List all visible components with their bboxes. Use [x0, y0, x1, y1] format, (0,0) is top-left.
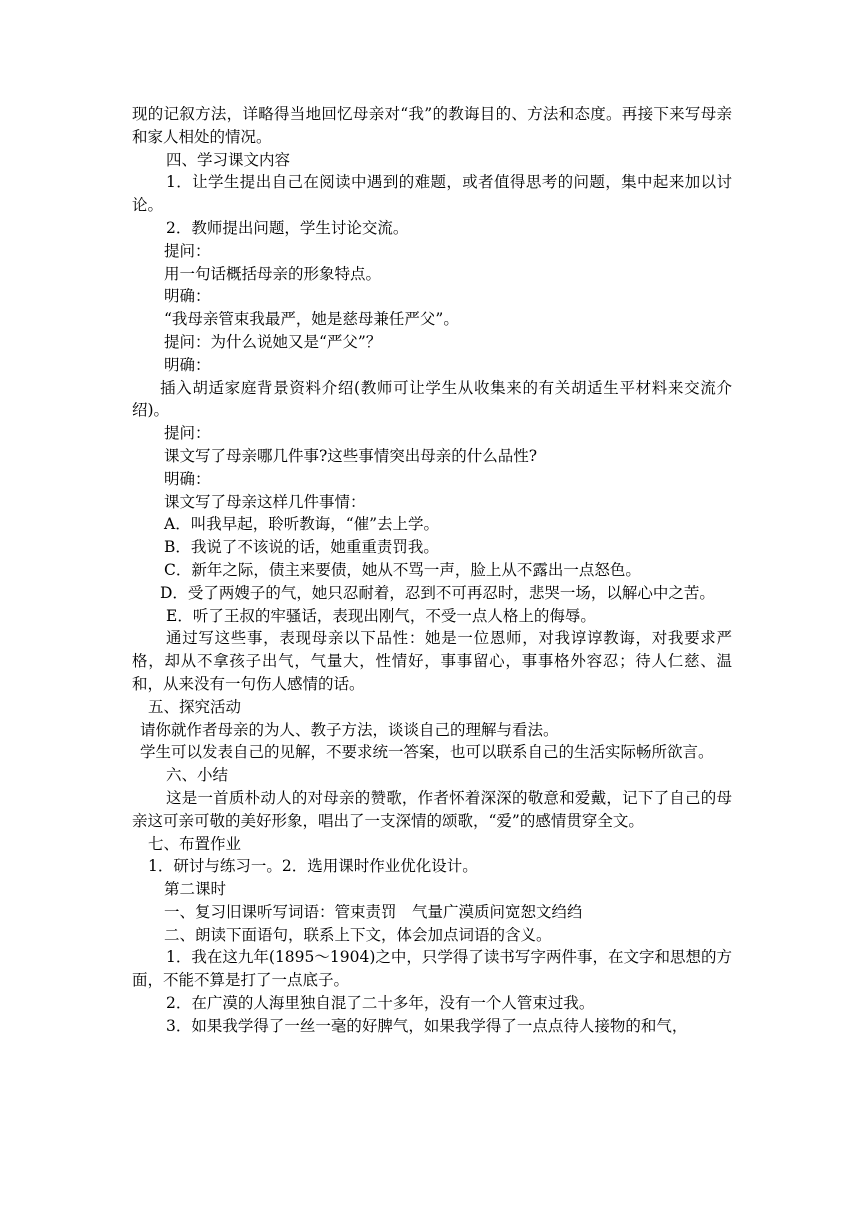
paragraph-p04: 2．教师提出问题，学生讨论交流。 [166, 218, 409, 237]
paragraph-p25: 六、小结 [166, 766, 229, 785]
paragraph-p28: 1．研讨与练习一。2．选用课时作业优化设计。 [148, 857, 478, 876]
paragraph-p03: 1．让学生提出自己在阅读中遇到的难题，或者值得思考的问题，集中起来加以讨论。 [132, 173, 732, 215]
paragraph-p09: 提问：为什么说她又是“严父”？ [164, 332, 382, 351]
paragraph-p19: D．受了两嫂子的气，她只忍耐着，忍到不可再忍时，悲哭一场，以解心中之苦。 [160, 583, 715, 602]
paragraph-p33: 2．在广漠的人海里独自混了二十多年，没有一个人管束过我。 [166, 994, 595, 1013]
paragraph-p34: 3．如果我学得了一丝一毫的好脾气，如果我学得了一点点待人接物的和气， [166, 1016, 688, 1035]
paragraph-p18: C．新年之际，债主来要债，她从不骂一声，脸上从不露出一点怒色。 [164, 560, 641, 579]
paragraph-p31: 二、朗读下面语句，联系上下文，体会加点词语的含义。 [164, 925, 552, 944]
paragraph-p14: 明确： [164, 469, 211, 488]
paragraph-p26: 这是一首质朴动人的对母亲的赞歌，作者怀着深深的敬意和爱戴，记下了自己的母亲这可亲可敬的美好形象，唱出了一支深情的颂歌，“爱”的感情贯穿全文。 [132, 788, 732, 830]
paragraph-p06: 用一句话概括母亲的形象特点。 [164, 264, 382, 283]
paragraph-p23: 请你就作者母亲的为人、教子方法，谈谈自己的理解与看法。 [140, 720, 559, 739]
paragraph-p17: B．我说了不该说的话，她重重责罚我。 [164, 538, 439, 557]
paragraph-p08: “我母亲管束我最严，她是慈母兼任严父”。 [164, 310, 459, 329]
paragraph-p07: 明确： [164, 287, 211, 306]
document-body [132, 103, 732, 1038]
paragraph-p21: 通过写这些事，表现母亲以下品性：她是一位恩师，对我谆谆教诲，对我要求严格，却从不拿孩子出气，气量大，性情好，事事留心，事事格外容忍；待人仁慈、温和，从来没有一句伤人感情的话。 [132, 629, 732, 693]
paragraph-p05: 提问： [164, 241, 211, 260]
paragraph-p22: 五、探究活动 [148, 697, 242, 716]
paragraph-p16: A．叫我早起，聆听教诲，“催”去上学。 [164, 515, 440, 534]
paragraph-p02: 四、学习课文内容 [166, 150, 291, 169]
paragraph-p27: 七、布置作业 [148, 834, 242, 853]
paragraph-p13: 课文写了母亲哪几件事?这些事情突出母亲的什么品性? [164, 446, 538, 465]
paragraph-p11: 插入胡适家庭背景资料介绍(教师可让学生从收集来的有关胡适生平材料来交流介绍)。 [132, 378, 732, 420]
paragraph-p30: 一、复习旧课听写词语：管束责罚 气量广漠质问宽恕文绉绉 [164, 902, 583, 921]
paragraph-p01: 现的记叙方法，详略得当地回忆母亲对“我”的教诲目的、方法和态度。再接下来写母亲和家人相处的情况。 [132, 105, 732, 146]
paragraph-p32: 1．我在这九年(1895～1904)之中，只学得了读书写字两件事，在文字和思想的方面，不能不算是打了一点底子。 [132, 948, 732, 990]
paragraph-p15: 课文写了母亲这样几件事情： [164, 492, 366, 511]
paragraph-p29: 第二课时 [164, 880, 227, 899]
paragraph-p10: 明确： [164, 355, 211, 374]
paragraph-p20: E．听了王叔的牢骚话，表现出刚气，不受一点人格上的侮辱。 [166, 606, 596, 625]
paragraph-p12: 提问： [164, 424, 211, 443]
paragraph-p24: 学生可以发表自己的见解，不要求统一答案，也可以联系自己的生活实际畅所欲言。 [140, 743, 714, 762]
